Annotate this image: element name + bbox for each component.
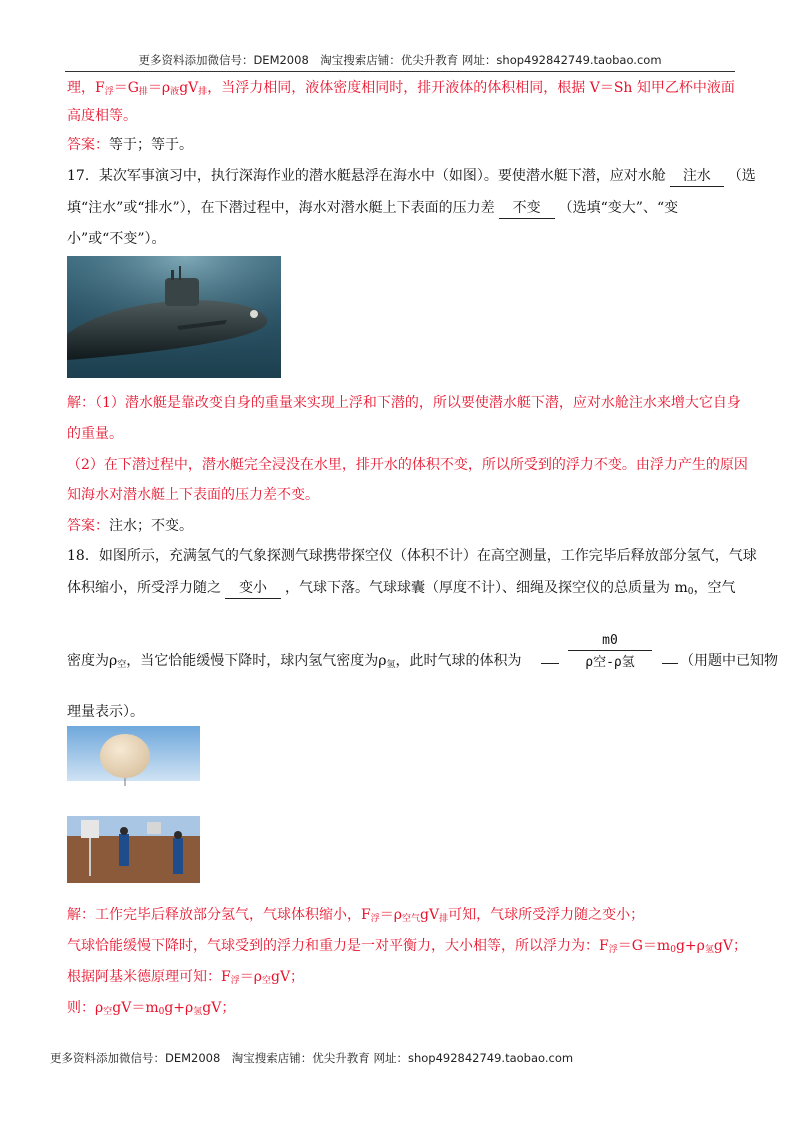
q17-solution-3: （2）在下潜过程中，潜水艇完全浸没在水里，排开水的体积不变，所以所受到的浮力不变。由浮力产生的原因 [67, 457, 748, 473]
q18-blank-1: 变小 [225, 578, 281, 599]
q17-line-2: 填“注水”或“排水”），在下潜过程中，海水对潜水艇上下表面的压力差 不变 （选填“变大”、“变 [67, 198, 678, 219]
q17-solution-4: 知海水对潜水艇上下表面的压力差不变。 [67, 487, 319, 503]
q18-solution-4: 则：ρ空gV＝m0g+ρ氢gV； [67, 1000, 236, 1017]
q18-line-2: 体积缩小，所受浮力随之 变小 ，气球下落。气球球囊（厚度不计）、细绳及探空仪的总质量为 m0，空气 [67, 580, 736, 597]
q18-solution-1: 解：工作完毕后释放部分氢气，气球体积缩小，F浮＝ρ空气gV排可知，气球所受浮力随之变小； [67, 907, 645, 924]
q17-solution-2: 的重量。 [67, 426, 123, 442]
weather-balloon-image [67, 726, 200, 883]
blank-lead-line [541, 663, 559, 664]
q18-solution-3: 根据阿基米德原理可知：F浮＝ρ空gV； [67, 969, 305, 986]
q18-line-4: 理量表示）。 [67, 704, 144, 720]
q17-blank-2: 不变 [499, 198, 555, 219]
q18-line-3-tail: （用题中已知物 [680, 653, 778, 669]
q18-answer-fraction [560, 633, 660, 670]
header-divider [65, 71, 735, 72]
prev-solution-line-1: 理，F浮＝G排＝ρ液gV排，当浮力相同，液体密度相同时，排开液体的体积相同，根据 V＝Sh 知甲乙杯中液面 [67, 80, 735, 97]
q17-line-3: 小”或“不变”）。 [67, 231, 166, 247]
page-footer: 更多资料添加微信号：DEM2008 淘宝搜索店铺：优尖升教育 网址：shop492842749.taobao.com [50, 1051, 574, 1065]
prev-answer: 答案：等于；等于。 [67, 137, 193, 153]
fraction-denominator: ρ空-ρ氢 [585, 655, 635, 670]
blank-trail-line [662, 663, 678, 664]
q17-solution-1: 解：（1）潜水艇是靠改变自身的重量来实现上浮和下潜的，所以要使潜水艇下潜，应对水舱注水来增大它自身 [67, 395, 741, 411]
q17-answer: 答案：注水；不变。 [67, 518, 193, 534]
q18-solution-2: 气球恰能缓慢下降时，气球受到的浮力和重力是一对平衡力，大小相等，所以浮力为：F浮＝G＝m0g+ρ氢gV； [67, 938, 747, 955]
q17-blank-1: 注水 [670, 166, 724, 187]
submarine-image [67, 256, 281, 378]
q17-line-1: 17．某次军事演习中，执行深海作业的潜水艇悬浮在海水中（如图）。要使潜水艇下潜，应对水舱 注水 （选 [67, 166, 756, 187]
q18-line-1: 18．如图所示，充满氢气的气象探测气球携带探空仪（体积不计）在高空测量，工作完毕后释放部分氢气，气球 [67, 548, 757, 564]
q18-line-3: 密度为ρ空，当它恰能缓慢下降时，球内氢气密度为ρ氢，此时气球的体积为 [67, 653, 522, 670]
page-header: 更多资料添加微信号：DEM2008 淘宝搜索店铺：优尖升教育 网址：shop492842749.taobao.com [138, 53, 662, 67]
fraction-numerator: m0 [602, 633, 618, 648]
prev-solution-line-2: 高度相等。 [67, 108, 137, 124]
